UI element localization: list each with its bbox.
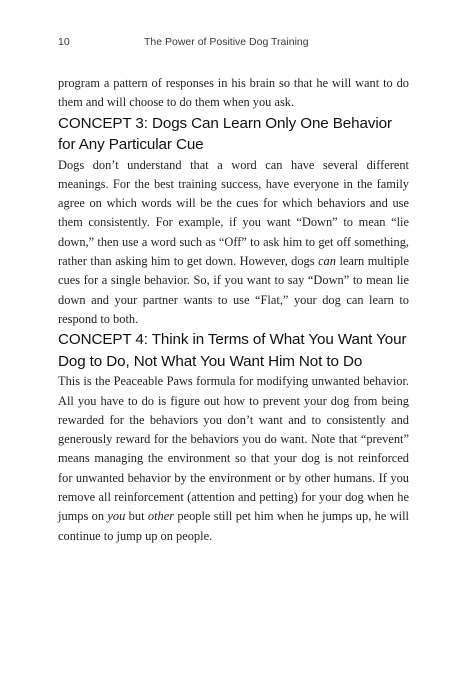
concept-4-heading-line-2: Dog to Do, Not What You Want Him Not to Do — [58, 352, 363, 370]
page-header — [58, 36, 408, 52]
running-title: The Power of Positive Dog Training — [144, 36, 309, 48]
concept-3-heading-line-1: CONCEPT 3: Dogs Can Learn Only One Behavior — [58, 114, 392, 132]
concept-4-paragraph — [58, 372, 409, 546]
page-number: 10 — [58, 36, 70, 48]
concept-4-heading-line-1: CONCEPT 4: Think in Terms of What You Want Your — [58, 331, 407, 349]
page-content — [58, 74, 409, 546]
concept-3-heading-line-2: for Any Particular Cue — [58, 136, 204, 154]
concept-4-text-part-1: This is the Peaceable Paws formula for modifying unwanted behavior. All you have to do is figure out how to prevent your dog from being rewarded for the behaviors you don’t want and to consistently and generously reward for the behaviors you do want. Note that “prevent” means managing the environment so that your dog is not reinforced for unwanted behavior by the environment or by other humans. If you remove all reinforcement (attention and petting) for your dog when he jumps on — [58, 374, 409, 524]
concept-4-emphasis-2: other — [147, 509, 175, 524]
concept-3-paragraph — [58, 156, 409, 330]
concept-4-text-part-2: but — [125, 509, 148, 524]
concept-4-heading — [58, 329, 409, 372]
intro-paragraph: program a pattern of responses in his brain so that he will want to do them and will choose to do them when you ask. — [58, 76, 409, 110]
concept-3-text-part-1: Dogs don’t understand that a word can have several different meanings. For the best training success, have everyone in the family agree on which words will be the cues for which behaviors and use them consistently. For example, if you want “Down” to mean “lie down,” then use a word such as “Off” to ask him to get off something, rather than asking him to get down. However, dogs — [58, 157, 409, 269]
concept-3-emphasis: can — [318, 254, 336, 269]
concept-4-emphasis-1: you — [107, 509, 126, 524]
concept-4-text-part-3: people still pet him when he jumps up, he will continue to jump up on people. — [58, 509, 409, 543]
concept-3-heading — [58, 113, 409, 156]
concept-3-text-part-2: learn multiple cues for a single behavior. So, if you want to say “Down” to mean lie down and your partner wants to use “Flat,” your dog can learn to respond to both. — [58, 254, 409, 326]
